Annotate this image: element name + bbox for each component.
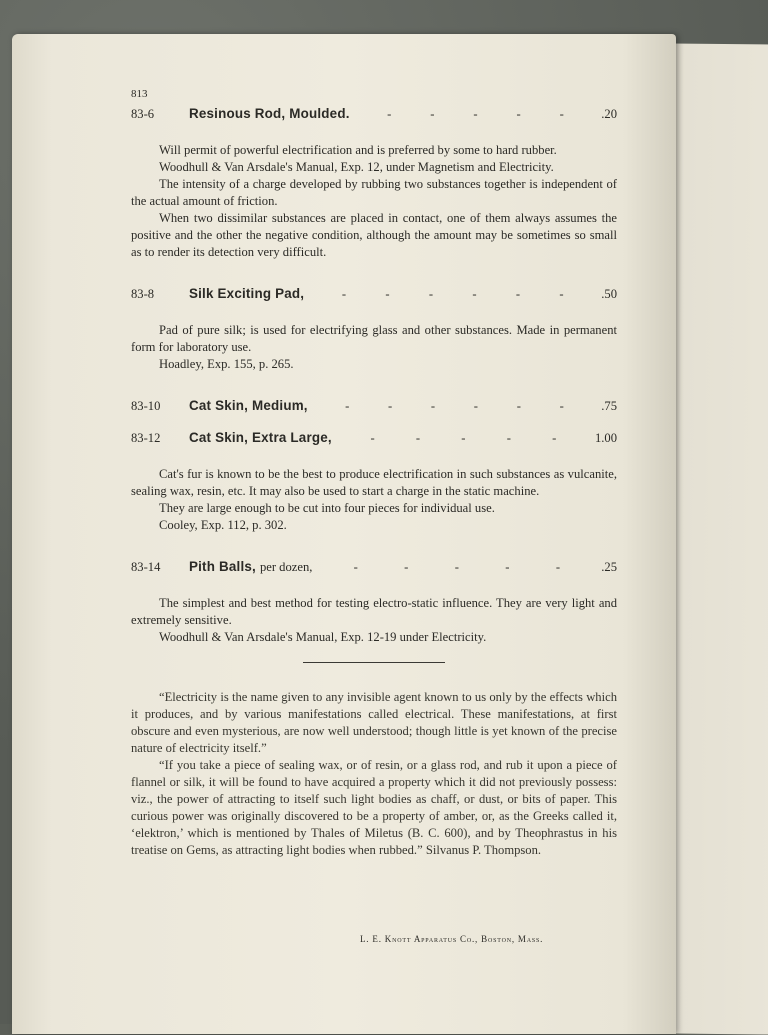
reference-paragraph: Woodhull & Van Arsdale's Manual, Exp. 12, under Magnetism and Electricity. <box>159 160 554 174</box>
page-content <box>131 86 617 859</box>
catalog-entry <box>131 105 617 123</box>
reference-paragraph: Hoadley, Exp. 155, p. 265. <box>159 357 294 371</box>
catalog-entry <box>131 285 617 303</box>
item-price: .50 <box>601 287 617 301</box>
item-unit: per dozen, <box>259 560 313 574</box>
item-name: Cat Skin, Extra Large, <box>189 430 332 445</box>
catalog-entry <box>131 397 617 415</box>
item-name: Cat Skin, Medium, <box>189 398 308 413</box>
section-divider <box>303 662 445 663</box>
description-paragraph: Will permit of powerful electrification and is preferred by some to hard rubber. <box>159 143 557 157</box>
page-number: 813 <box>131 88 148 100</box>
dot-leader: - - - - - <box>387 107 564 121</box>
item-price: .75 <box>601 399 617 413</box>
description-paragraph: They are large enough to be cut into four pieces for individual use. <box>159 501 495 515</box>
description-paragraph: When two dissimilar substances are placed in contact, one of them always assumes the positive and the other the negative condition, although the amount may be sometimes so small as to render its detection very difficult. <box>131 211 617 259</box>
dot-leader: - - - - - <box>353 560 561 574</box>
catalog-number: 83-12 <box>131 431 161 445</box>
item-price: .20 <box>601 107 617 121</box>
description-paragraph: The intensity of a charge developed by rubbing two substances together is independent of the actual amount of friction. <box>131 177 617 208</box>
dot-leader: - - - - - - <box>345 399 564 413</box>
item-price: 1.00 <box>594 431 617 445</box>
catalog-entry <box>131 558 617 576</box>
reference-paragraph: Woodhull & Van Arsdale's Manual, Exp. 12-19 under Electricity. <box>159 630 487 644</box>
item-price: .25 <box>601 560 617 574</box>
catalog-number: 83-6 <box>131 107 155 121</box>
facing-page <box>661 43 768 1034</box>
publisher-footer: L. E. Knott Apparatus Co., Boston, Mass. <box>360 934 544 944</box>
dot-leader: - - - - - - <box>341 287 564 301</box>
item-name: Silk Exciting Pad, <box>189 286 305 301</box>
item-name: Resinous Rod, Moulded. <box>189 106 350 121</box>
dot-leader: - - - - - <box>370 431 557 445</box>
description-paragraph: The simplest and best method for testing electro-static influence. They are very light and extremely sensitive. <box>131 596 617 627</box>
quote-paragraph: “If you take a piece of sealing wax, or of resin, or a glass rod, and rub it upon a piece of flannel or silk, it will be found to have acquired a property which it did not previously possess: viz., the power of attracting to itself such light bodies as chaff, or dust, or bits of paper. This curious power was originally discovered to be a property of amber, or, as the Greeks called it, ‘elektron,’ which is mentioned by Thales of Miletus (B. C. 600), and by Theophrastus in his treatise on Gems, as attracting light bodies when rubbed.” Silvanus P. Thompson. <box>131 758 617 857</box>
description-paragraph: Pad of pure silk; is used for electrifying glass and other substances. Made in permanent form for laboratory use. <box>131 323 617 354</box>
reference-paragraph: Cooley, Exp. 112, p. 302. <box>159 518 287 532</box>
quote-paragraph: “Electricity is the name given to any invisible agent known to us only by the effects which it produces, and by various manifestations called electrical. These manifestations, at first obscure and even mysterious, are now well understood; though little is yet known of the precise nature of electricity itself.” <box>131 690 617 755</box>
catalog-number: 83-10 <box>131 399 161 413</box>
catalog-number: 83-8 <box>131 287 155 301</box>
catalog-entry <box>131 429 617 447</box>
description-paragraph: Cat's fur is known to be the best to produce electrification in such substances as vulcanite, sealing wax, resin, etc. It may also be used to start a charge in the static machine. <box>131 467 617 498</box>
catalog-number: 83-14 <box>131 560 161 574</box>
item-name: Pith Balls, <box>189 559 256 574</box>
